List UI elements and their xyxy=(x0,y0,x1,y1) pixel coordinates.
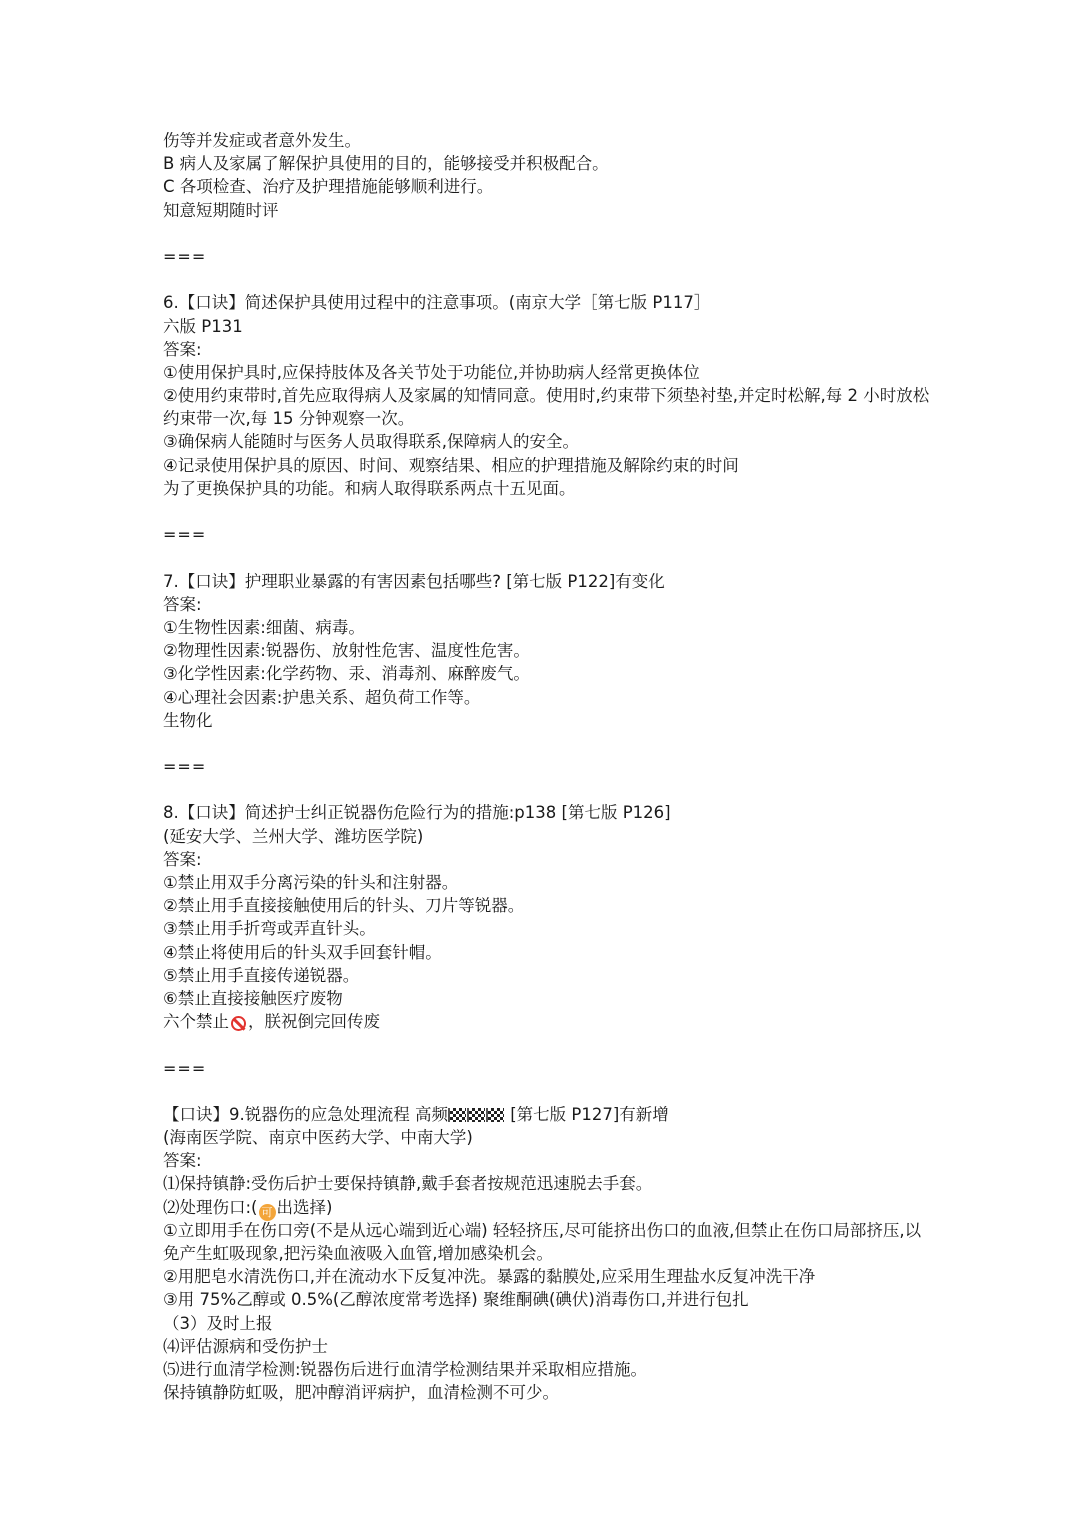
q7-item: ②物理性因素:锐器伤、放射性危害、温度性危害。 xyxy=(163,641,530,661)
q7-mnemonic: 生物化 xyxy=(163,710,213,730)
q6-title: 6.【口诀】简述保护具使用过程中的注意事项。(南京大学［第七版 P117］ xyxy=(163,293,711,313)
q9-step2-b: 出选择) xyxy=(276,1197,333,1217)
ke-emoji-icon: 可 xyxy=(259,1204,276,1221)
q8-item: ④禁止将使用后的针头双手回套针帽。 xyxy=(163,942,442,962)
separator: === xyxy=(163,525,207,545)
spacer xyxy=(163,546,933,569)
q9-step: ⑴保持镇静:受伤后护士要保持镇静,戴手套者按规范迅速脱去手套。 xyxy=(163,1174,653,1194)
q9-step: ⑸进行血清学检测:锐器伤后进行血清学检测结果并采取相应措施。 xyxy=(163,1360,648,1379)
q6-item: ③确保病人能随时与医务人员取得联系,保障病人的安全。 xyxy=(163,432,580,452)
intro-line-2: B 病人及家属了解保护具使用的目的，能够接受并积极配合。 xyxy=(163,154,609,174)
spacer xyxy=(163,732,933,755)
q6-mnemonic: 为了更换保护具的功能。和病人取得联系两点十五见面。 xyxy=(163,478,576,498)
q7-item: ①生物性因素:细菌、病毒。 xyxy=(163,617,365,637)
q9-step2-a: ⑵处理伤口:( xyxy=(163,1197,258,1217)
intro-line-1: 伤等并发症或者意外发生。 xyxy=(163,131,361,150)
intro-mnemonic: 知意短期随时评 xyxy=(163,200,279,220)
q6-item: ②使用约束带时,首先应取得病人及家属的知情同意。使用时,约束带下须垫衬垫,并定时松解,每 2 小时放松约束带一次,每 15 分钟观察一次。 xyxy=(163,386,930,429)
separator: === xyxy=(163,757,207,777)
spacer xyxy=(163,1033,933,1056)
q9-schools: (海南医学院、南京中医药大学、中南大学) xyxy=(163,1128,473,1148)
q9-mnemonic: 保持镇静防虹吸，肥冲醇消评病护，血清检测不可少。 xyxy=(163,1383,559,1403)
separator: === xyxy=(163,246,207,266)
spacer xyxy=(163,222,933,245)
q7-answer-label: 答案: xyxy=(163,594,202,614)
q8-item: ⑤禁止用手直接传递锐器。 xyxy=(163,965,360,985)
q8-item: ③禁止用手折弯或弄直针头。 xyxy=(163,919,376,939)
q6-answer-label: 答案: xyxy=(163,339,202,359)
checkered-flag-icon xyxy=(448,1108,466,1122)
intro-line-3: C 各项检查、治疗及护理措施能够顺利进行。 xyxy=(163,177,494,197)
q9-title xyxy=(163,1103,933,1126)
checkered-flag-icon xyxy=(486,1108,504,1122)
q9-title-b: [第七版 P127]有新增 xyxy=(505,1104,669,1124)
q8-item: ①禁止用双手分离污染的针头和注射器。 xyxy=(163,873,459,893)
q8-title: 8.【口诀】简述护士纠正锐器伤危险行为的措施:p138 [第七版 P126] xyxy=(163,803,671,823)
q7-title: 7.【口诀】护理职业暴露的有害因素包括哪些? [第七版 P122]有变化 xyxy=(163,571,665,591)
q9-substep: ①立即用手在伤口旁(不是从远心端到近心端) 轻轻挤压,尽可能挤出伤口的血液,但禁止在伤口局部挤压,以免产生虹吸现象,把污染血液吸入血管,增加感染机会。 xyxy=(163,1220,922,1264)
q7-item: ④心理社会因素:护患关系、超负荷工作等。 xyxy=(163,687,481,707)
q8-answer-label: 答案: xyxy=(163,849,202,869)
q6-item: ④记录使用保护具的原因、时间、观察结果、相应的护理措施及解除约束的时间 xyxy=(163,455,739,475)
spacer xyxy=(163,1080,933,1103)
q8-schools: (延安大学、兰州大学、潍坊医学院) xyxy=(163,826,424,846)
spacer xyxy=(163,268,933,291)
q8-mnemonic xyxy=(163,1010,933,1033)
q9-answer-label: 答案: xyxy=(163,1151,202,1171)
checkered-flag-icon xyxy=(467,1108,485,1122)
q9-step: ⑷评估源病和受伤护士 xyxy=(163,1336,328,1356)
q8-mnemonic-b: ，朕祝倒完回传废 xyxy=(248,1012,380,1032)
q9-step xyxy=(163,1196,933,1219)
q8-item: ⑥禁止直接接触医疗废物 xyxy=(163,988,343,1008)
spacer xyxy=(163,778,933,801)
q6-item: ①使用保护具时,应保持肢体及各关节处于功能位,并协助病人经常更换体位 xyxy=(163,362,700,382)
spacer xyxy=(163,500,933,523)
q7-item: ③化学性因素:化学药物、汞、消毒剂、麻醉废气。 xyxy=(163,664,530,684)
q9-substep: ②用肥皂水清洗伤口,并在流动水下反复冲洗。暴露的黏膜处,应采用生理盐水反复冲洗干净 xyxy=(163,1267,816,1287)
q9-step: （3）及时上报 xyxy=(163,1313,273,1333)
separator: === xyxy=(163,1058,207,1078)
q8-mnemonic-a: 六个禁止 xyxy=(163,1012,229,1032)
no-entry-icon xyxy=(231,1016,246,1031)
q9-substep: ③用 75%乙醇或 0.5%(乙醇浓度常考选择) 聚维酮碘(碘伏)消毒伤口,并进行包扎 xyxy=(163,1290,749,1310)
document-page xyxy=(163,129,933,1404)
q8-item: ②禁止用手直接接触使用后的针头、刀片等锐器。 xyxy=(163,896,525,916)
q9-title-a: 【口诀】9.锐器伤的应急处理流程 高频 xyxy=(163,1104,448,1124)
q6-title-cont: 六版 P131 xyxy=(163,316,243,336)
